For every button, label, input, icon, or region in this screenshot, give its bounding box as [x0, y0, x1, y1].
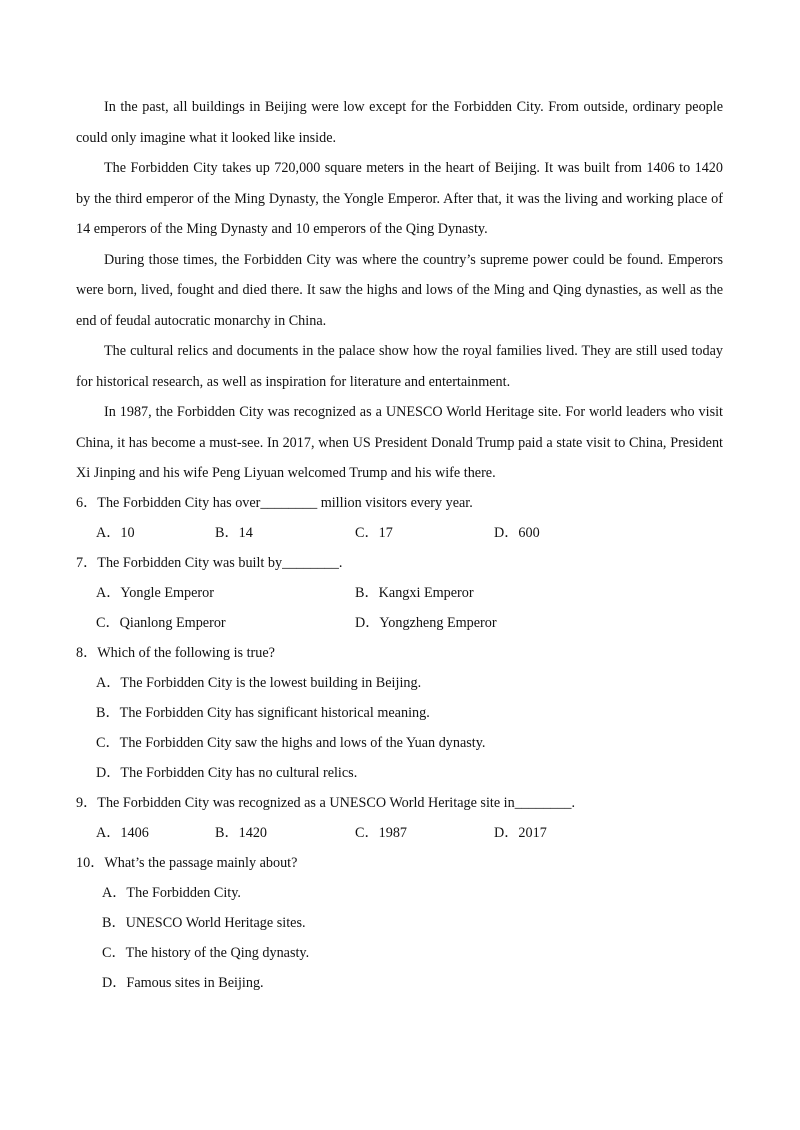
option-c: C．17 [355, 525, 393, 541]
option-row [76, 818, 736, 848]
option-row [76, 578, 736, 608]
option-c: C．Qianlong Emperor [96, 615, 226, 631]
option-row [76, 878, 736, 908]
question-stem: 6．The Forbidden City has over________ million visitors every year. [76, 495, 473, 511]
option-a: A．The Forbidden City. [102, 885, 241, 901]
option-c: C．The Forbidden City saw the highs and lows of the Yuan dynasty. [96, 735, 486, 751]
option-a: A．Yongle Emperor [96, 585, 214, 601]
reading-passage [76, 92, 723, 489]
option-row [76, 698, 736, 728]
option-d: D．Yongzheng Emperor [355, 615, 497, 631]
option-row [76, 938, 736, 968]
option-d: D．The Forbidden City has no cultural relics. [96, 765, 358, 781]
question-stem: 10．What’s the passage mainly about? [76, 855, 298, 871]
question-stem: 7．The Forbidden City was built by________. [76, 555, 343, 571]
option-d: D．Famous sites in Beijing. [102, 975, 264, 991]
option-row [76, 758, 736, 788]
passage-paragraph: In the past, all buildings in Beijing were low except for the Forbidden City. From outside, ordinary people could only imagine what it looked like inside. [76, 99, 723, 146]
passage-paragraph: In 1987, the Forbidden City was recognized as a UNESCO World Heritage site. For world leaders who visit China, it has become a must-see. In 2017, when US President Donald Trump paid a state visit to China, President Xi Jinping and his wife Peng Liyuan welcomed Trump and his wife there. [76, 404, 723, 481]
option-d: D．2017 [494, 825, 547, 841]
option-b: B．14 [215, 525, 253, 541]
option-row [76, 608, 736, 638]
question-list [76, 488, 736, 998]
option-row [76, 728, 736, 758]
option-a: A．The Forbidden City is the lowest building in Beijing. [96, 675, 422, 691]
option-row [76, 908, 736, 938]
option-b: B．The Forbidden City has significant historical meaning. [96, 705, 430, 721]
passage-paragraph: The Forbidden City takes up 720,000 square meters in the heart of Beijing. It was built from 1406 to 1420 by the third emperor of the Ming Dynasty, the Yongle Emperor. After that, it was the living and working place of 14 emperors of the Ming Dynasty and 10 emperors of the Qing Dynasty. [76, 160, 723, 237]
question-stem: 9．The Forbidden City was recognized as a UNESCO World Heritage site in________. [76, 795, 576, 811]
passage-paragraph: During those times, the Forbidden City was where the country’s supreme power could be found. Emperors were born, lived, fought and died there. It saw the highs and lows of the Ming and Qing dynasties, as well as the end of feudal autocratic monarchy in China. [76, 251, 723, 329]
option-row [76, 668, 736, 698]
option-c: C．1987 [355, 825, 408, 841]
option-b: B．1420 [215, 825, 268, 841]
option-row [76, 968, 736, 998]
option-a: A．10 [96, 525, 135, 541]
option-a: A．1406 [96, 825, 149, 841]
option-b: B．Kangxi Emperor [355, 585, 474, 601]
option-b: B．UNESCO World Heritage sites. [102, 915, 306, 931]
option-row [76, 518, 736, 548]
question-stem: 8．Which of the following is true? [76, 645, 275, 661]
option-c: C．The history of the Qing dynasty. [102, 945, 310, 961]
option-d: D．600 [494, 525, 540, 541]
passage-paragraph: The cultural relics and documents in the palace show how the royal families lived. They are still used today for historical research, as well as inspiration for literature and entertainment. [76, 343, 723, 390]
